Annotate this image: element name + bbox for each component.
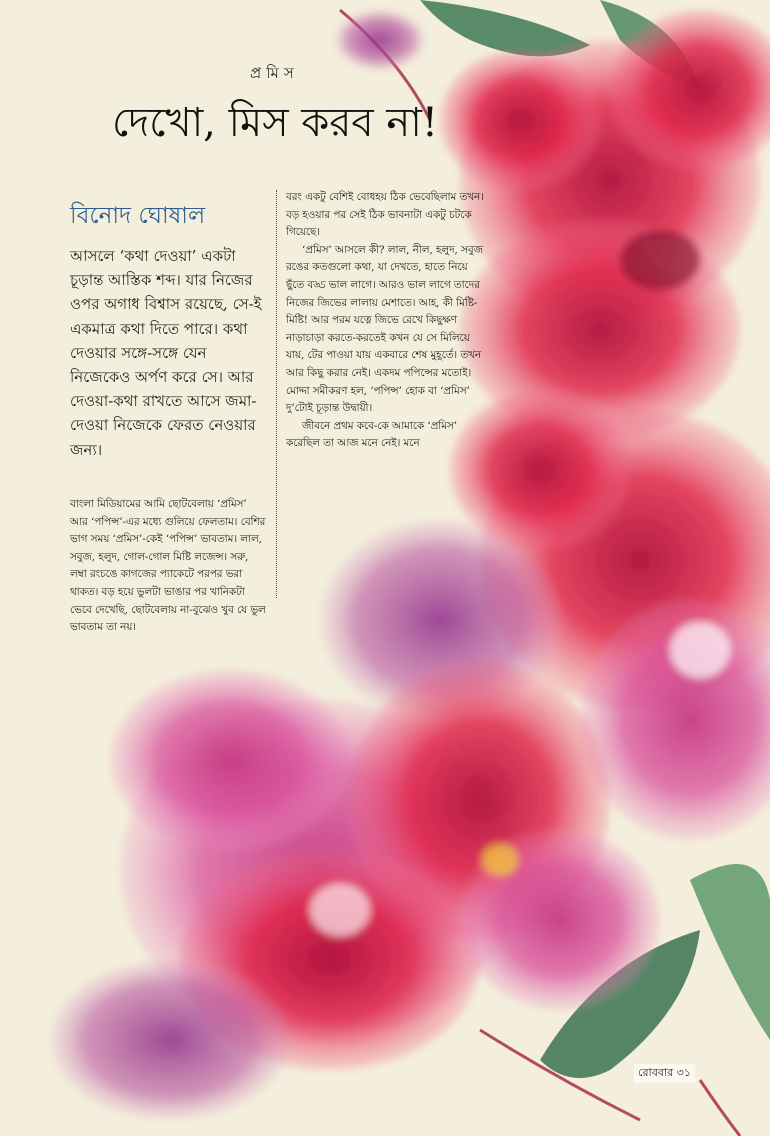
body-paragraph: ‘প্রমিস’ আসলে কী? লাল, নীল, হলুদ, সবুজ রঙের কতগুলো কথা, যা দেখতে, হাতে নিয়ে ছুঁতে বড্ড ভাল লাগে। আরও ভাল লাগে তাদের নিজের জিভের লালায় মেশাতে। আহ, কী মিষ্টি-মিষ্টি! আর পরম যত্নে জিভে রেখে কিছুক্ষণ নাড়াচাড়া করতে-করতেই কখন যে সে মিলিয়ে যায়, টের পাওয়া যায় একবারে শেষ মুহূর্তে। তখন আর কিছু করার নেই। একদম পপিন্সের মতোই। মোদ্দা সমীকরণ হল, ‘পপিন্স’ হোক বা ‘প্রমিস’ দু’টোই চূড়ান্ত উদ্বায়ী। xyxy=(286,243,483,415)
body-paragraph: জীবনে প্রথম কবে-কে আমাকে ‘প্রমিস’ করেছিল তা আজ মনে নেই। মনে xyxy=(286,419,458,450)
page-title: দেখো, মিস করব না! xyxy=(112,100,438,146)
body-paragraph: বাংলা মিডিয়ামের আমি ছোটবেলায় ‘প্রমিস’ আর ‘পপিন্স’-এর মধ্যে গুলিয়ে ফেলতাম। বেশির ভাগ সময় ‘প্রমিস’-কেই ‘পপিন্স’ ভাবতাম। লাল, সবুজ, হলুদ, গোল-গোল মিষ্টি লজেন্স। সরু, লম্বা রংচঙে কাগজের প্যাকেটে পরপর ভরা থাকত। বড় হয়ে ভুলটা ভাঙার পর খানিকটা ভেবে দেখেছি, ছোটবেলায় না-বুঝেও খুব যে ভুল ভাবতাম তা নয়। xyxy=(70,498,266,634)
author-byline: বিনোদ ঘোষাল xyxy=(70,203,206,229)
body-column-1 xyxy=(70,496,266,637)
section-label: প্রমিস xyxy=(250,64,299,82)
body-paragraph: বরং একটু বেশিই বোধহয় ঠিক ভেবেছিলাম তখন। বড় হওয়ার পর সেই ঠিক ভাবনাটা একটু চটকে গিয়েছে। xyxy=(286,191,484,239)
column-divider xyxy=(276,190,277,598)
body-column-2 xyxy=(286,189,486,453)
lead-paragraph xyxy=(70,244,270,462)
page-footer: রোববার ৩১ xyxy=(634,1064,695,1083)
lead-text: আসলে ‘কথা দেওয়া’ একটা চূড়ান্ত আস্তিক শব্দ। যার নিজের ওপর অগাধ বিশ্বাস রয়েছে, সে-ই একমাত্র কথা দিতে পারে। কথা দেওয়ার সঙ্গে-সঙ্গে যেন নিজেকেও অর্পণ করে সে। আর দেওয়া-কথা রাখতে আসে জমা-দেওয়া নিজেকে ফেরত নেওয়ার জন্য। xyxy=(70,247,262,459)
